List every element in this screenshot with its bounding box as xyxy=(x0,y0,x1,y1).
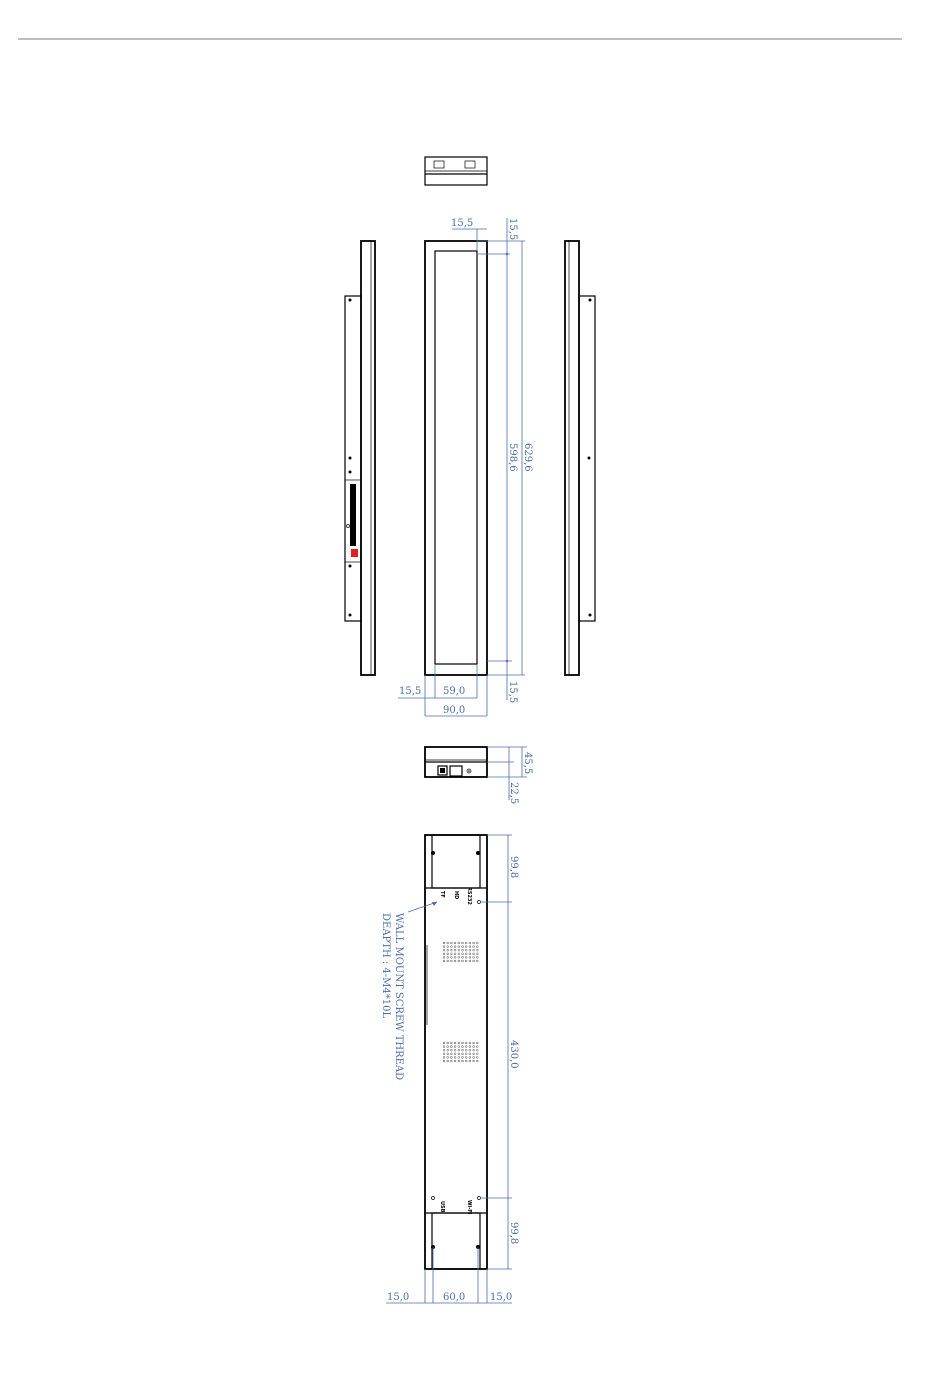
vent-hole xyxy=(462,949,464,951)
port-label-wifi: Wi-Fi xyxy=(466,1200,472,1215)
vent-hole xyxy=(458,1053,460,1055)
vent-hole xyxy=(473,1053,475,1055)
vent-hole xyxy=(458,960,460,962)
vent-hole xyxy=(469,1057,471,1059)
dim-outer-height: 629,6 xyxy=(522,443,533,472)
dim-inner-width: 59,0 xyxy=(443,686,466,697)
vent-hole xyxy=(469,946,471,948)
vent-hole xyxy=(451,957,453,959)
vent-hole xyxy=(454,1053,456,1055)
dim-left-margin-back: 15,0 xyxy=(387,1292,410,1303)
port-label-rs232: RS232 xyxy=(466,887,472,905)
port-label-tf: TF xyxy=(439,891,445,898)
vent-hole xyxy=(473,1049,475,1051)
vent-hole xyxy=(458,946,460,948)
port-icon xyxy=(434,161,444,168)
vent-hole xyxy=(454,942,456,944)
vent-grid-lower xyxy=(443,1042,478,1062)
bottom-view xyxy=(425,747,533,804)
vent-hole xyxy=(451,942,453,944)
vent-hole xyxy=(454,957,456,959)
vent-hole xyxy=(447,946,449,948)
vent-hole xyxy=(473,949,475,951)
vent-hole xyxy=(462,1042,464,1044)
vent-hole xyxy=(476,1046,478,1048)
vent-hole xyxy=(469,1060,471,1062)
vent-hole xyxy=(443,1057,445,1059)
dim-left-margin: 15,5 xyxy=(399,686,422,697)
vent-hole xyxy=(462,960,464,962)
vent-hole xyxy=(462,1049,464,1051)
vent-hole xyxy=(447,953,449,955)
vent-hole xyxy=(454,960,456,962)
vent-hole xyxy=(465,957,467,959)
dim-right-margin-back: 15,0 xyxy=(490,1292,513,1303)
vent-hole xyxy=(458,942,460,944)
vent-hole xyxy=(473,1042,475,1044)
button-strip xyxy=(350,484,356,546)
dim-top-border: 15,5 xyxy=(451,218,474,229)
vent-hole xyxy=(451,1053,453,1055)
vent-hole xyxy=(476,1042,478,1044)
vent-hole xyxy=(469,957,471,959)
vent-hole xyxy=(443,1049,445,1051)
vent-hole xyxy=(454,1042,456,1044)
vent-hole xyxy=(447,1057,449,1059)
vent-hole xyxy=(476,942,478,944)
vent-hole xyxy=(469,960,471,962)
vent-hole xyxy=(462,953,464,955)
dim-top-section: 99,8 xyxy=(508,856,519,879)
dim-top-border-vertical: 15,5 xyxy=(507,218,518,241)
vent-hole xyxy=(469,1053,471,1055)
annotation-depth: DEAPTH : 4-M4*10L xyxy=(380,913,391,1019)
vent-grid-upper xyxy=(443,942,478,962)
vent-hole xyxy=(454,1049,456,1051)
vent-hole xyxy=(447,1049,449,1051)
vent-hole xyxy=(454,1046,456,1048)
vent-hole xyxy=(454,946,456,948)
dim-lower-depth: 22,5 xyxy=(508,782,519,805)
vent-hole xyxy=(465,949,467,951)
left-side-view xyxy=(345,241,375,675)
front-view xyxy=(398,218,533,716)
vent-hole xyxy=(458,949,460,951)
vent-hole xyxy=(451,1057,453,1059)
right-side-view xyxy=(565,241,595,675)
vent-hole xyxy=(451,1049,453,1051)
vent-hole xyxy=(458,953,460,955)
vent-hole xyxy=(462,1057,464,1059)
vent-hole xyxy=(447,1042,449,1044)
vent-hole xyxy=(443,953,445,955)
vent-hole xyxy=(473,1057,475,1059)
vent-hole xyxy=(469,1042,471,1044)
dim-middle-section: 430,0 xyxy=(508,1040,519,1069)
vent-hole xyxy=(462,1046,464,1048)
dim-bottom-section: 99,8 xyxy=(508,1222,519,1245)
vent-hole xyxy=(451,953,453,955)
vent-hole xyxy=(451,1060,453,1062)
back-view xyxy=(380,835,519,1303)
vent-hole xyxy=(465,1049,467,1051)
vent-hole xyxy=(458,1057,460,1059)
vent-hole xyxy=(469,953,471,955)
vent-hole xyxy=(465,1046,467,1048)
vent-hole xyxy=(476,957,478,959)
vent-hole xyxy=(447,957,449,959)
vent-hole xyxy=(462,957,464,959)
vent-hole xyxy=(443,1060,445,1062)
vent-hole xyxy=(458,1049,460,1051)
port-icon xyxy=(450,766,462,776)
vent-hole xyxy=(447,949,449,951)
vent-hole xyxy=(473,960,475,962)
vent-hole xyxy=(473,1046,475,1048)
vent-hole xyxy=(465,1057,467,1059)
vent-hole xyxy=(443,946,445,948)
vent-hole xyxy=(462,1053,464,1055)
power-button-icon xyxy=(351,549,358,557)
vent-hole xyxy=(465,953,467,955)
vent-hole xyxy=(476,1057,478,1059)
vent-hole xyxy=(447,1046,449,1048)
vent-hole xyxy=(465,960,467,962)
vent-hole xyxy=(469,942,471,944)
vent-hole xyxy=(447,1060,449,1062)
vent-hole xyxy=(469,1049,471,1051)
vent-hole xyxy=(462,1060,464,1062)
vent-hole xyxy=(443,1042,445,1044)
vent-hole xyxy=(447,960,449,962)
vent-hole xyxy=(465,942,467,944)
vent-hole xyxy=(469,949,471,951)
vent-hole xyxy=(465,1053,467,1055)
vent-hole xyxy=(443,1046,445,1048)
port-icon xyxy=(465,161,475,168)
vent-hole xyxy=(451,946,453,948)
dim-inner-height: 598,6 xyxy=(507,443,518,472)
vent-hole xyxy=(451,1042,453,1044)
vent-hole xyxy=(473,953,475,955)
vent-hole xyxy=(476,1053,478,1055)
dim-bottom-border-vertical: 15,5 xyxy=(507,681,518,704)
vent-hole xyxy=(458,1046,460,1048)
vent-hole xyxy=(476,1060,478,1062)
vent-hole xyxy=(473,957,475,959)
vent-hole xyxy=(451,960,453,962)
vent-hole xyxy=(443,960,445,962)
port-label-hd: HD xyxy=(453,891,459,900)
top-view xyxy=(425,157,487,185)
vent-hole xyxy=(462,946,464,948)
vent-hole xyxy=(473,946,475,948)
vent-hole xyxy=(465,946,467,948)
vent-hole xyxy=(458,1042,460,1044)
dim-depth: 45,5 xyxy=(522,752,533,775)
vent-hole xyxy=(447,942,449,944)
vent-hole xyxy=(458,957,460,959)
vent-hole xyxy=(443,949,445,951)
annotation-wall-mount: WALL MOUNT SCREW THREAD xyxy=(393,913,404,1081)
vent-hole xyxy=(443,957,445,959)
port-label-usb: USB xyxy=(439,1201,445,1213)
vent-hole xyxy=(454,1057,456,1059)
vent-hole xyxy=(476,946,478,948)
vent-hole xyxy=(465,1060,467,1062)
dim-overall-width: 90,0 xyxy=(443,705,466,716)
vent-hole xyxy=(476,1049,478,1051)
vent-hole xyxy=(458,1060,460,1062)
vent-hole xyxy=(454,953,456,955)
vent-hole xyxy=(476,949,478,951)
vent-hole xyxy=(451,1046,453,1048)
vent-hole xyxy=(473,1060,475,1062)
vent-hole xyxy=(473,942,475,944)
vent-hole xyxy=(447,1053,449,1055)
vent-hole xyxy=(462,942,464,944)
vent-hole xyxy=(443,1053,445,1055)
vent-hole xyxy=(443,942,445,944)
vent-hole xyxy=(454,1060,456,1062)
vent-hole xyxy=(469,1046,471,1048)
vent-hole xyxy=(451,949,453,951)
vent-hole xyxy=(465,1042,467,1044)
vent-hole xyxy=(476,960,478,962)
vent-hole xyxy=(454,949,456,951)
vent-hole xyxy=(476,953,478,955)
dim-hole-spacing: 60,0 xyxy=(443,1292,466,1303)
